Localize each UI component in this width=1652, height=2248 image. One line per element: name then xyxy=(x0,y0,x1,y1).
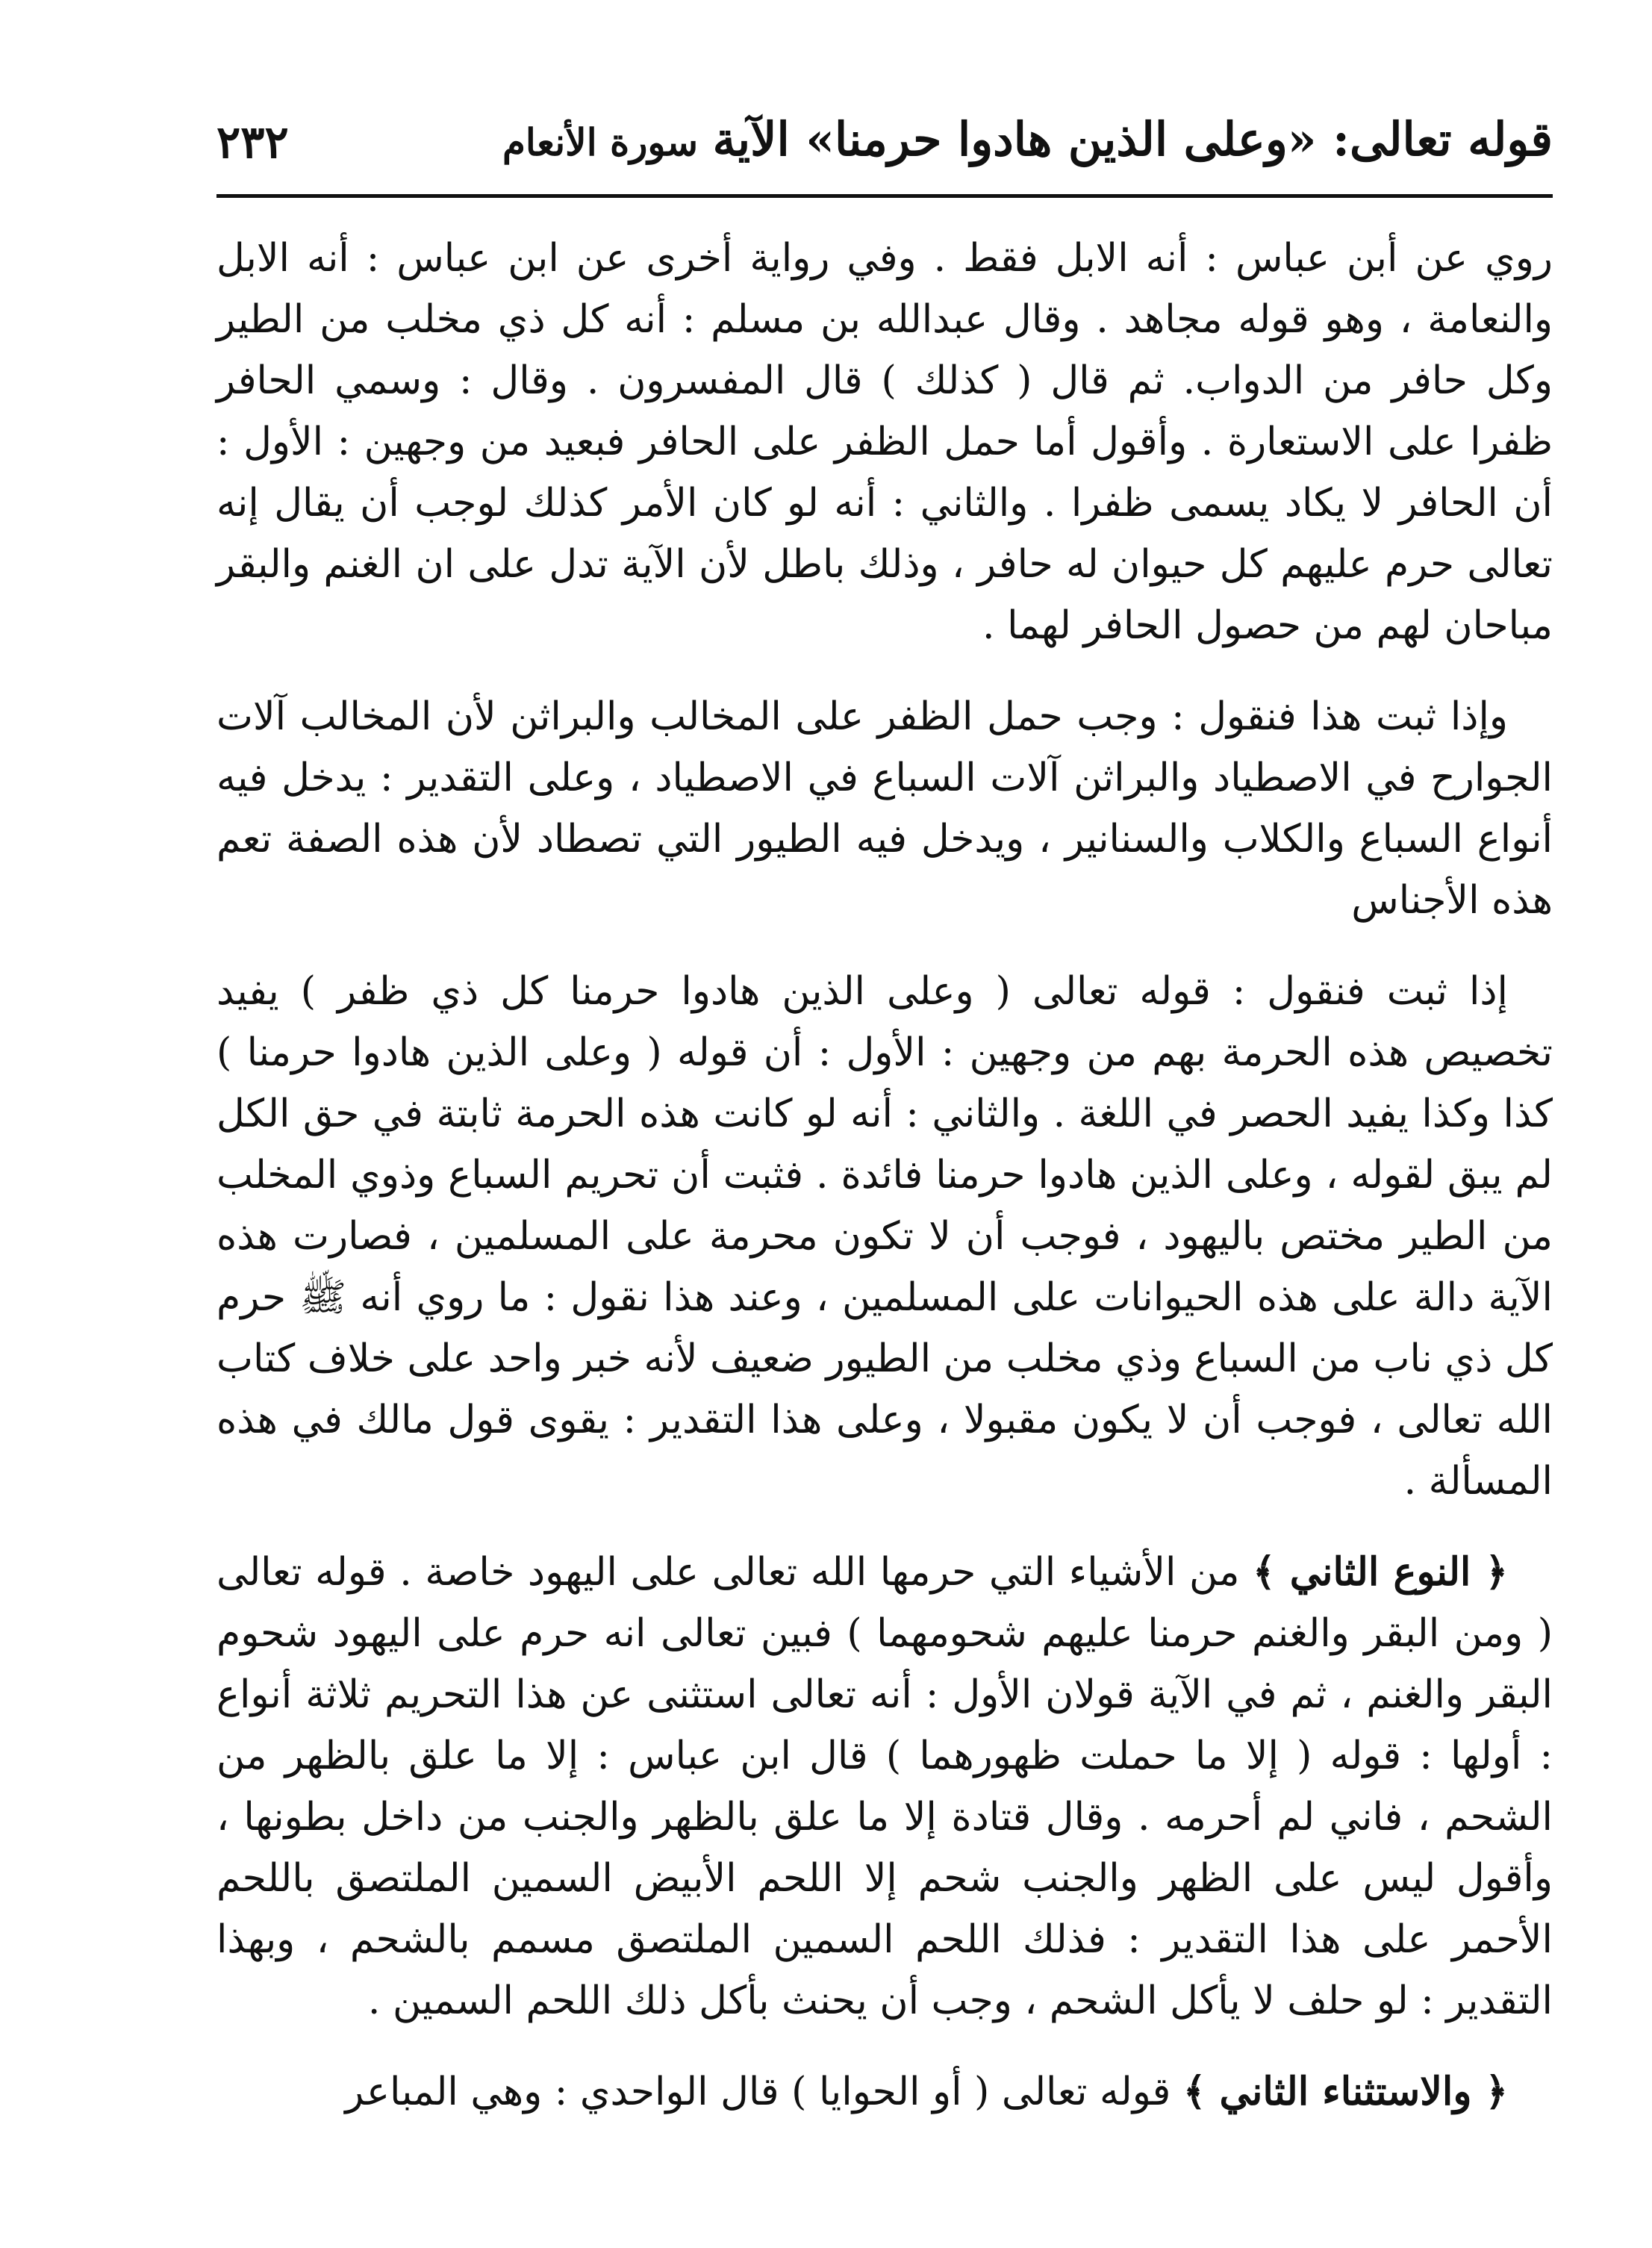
body-text xyxy=(216,228,1553,2123)
running-title-surah: سورة الأنعام xyxy=(502,120,699,164)
page-number: ٢٣٢ xyxy=(216,116,289,169)
paragraph xyxy=(216,961,1553,1512)
page-header xyxy=(216,112,1553,198)
running-title-main: قوله تعالى: «وعلى الذين هادوا حرمنا» الآية xyxy=(712,112,1553,166)
paragraph-text: إذا ثبت فنقول : قوله تعالى ( وعلى الذين هادوا حرمنا كل ذي ظفر ) يفيد تخصيص هذه الحرمة بهم من وجهين : الأول : أن قوله ( وعلى الذين هادوا حرمنا ) كذا وكذا يفيد الحصر في اللغة . والثاني : أنه لو كانت هذه الحرمة ثابتة في حق الكل لم يبق لقوله ، وعلى الذين هادوا حرمنا فائدة . فثبت أن تحريم السباع وذوي المخلب من الطير مختص باليهود ، فوجب أن لا تكون محرمة على المسلمين ، فصارت هذه الآية دالة على هذه الحيوانات على المسلمين ، وعند هذا نقول : ما روي أنه ﷺ حرم كل ذي ناب من السباع وذي مخلب من الطيور ضعيف لأنه خبر واحد على خلاف كتاب الله تعالى ، فوجب أن لا يكون مقبولا ، وعلى هذا التقدير : يقوى قول مالك في هذه المسألة . xyxy=(216,969,1553,1504)
paragraph-text: روي عن أبن عباس : أنه الابل فقط . وفي رواية أخرى عن ابن عباس : أنه الابل والنعامة ، وهو قوله مجاهد . وقال عبدالله بن مسلم : أنه كل ذي مخلب من الطير وكل حافر من الدواب. ثم قال ( كذلك ) قال المفسرون . وقال : وسمي الحافر ظفرا على الاستعارة . وأقول أما حمل الظفر على الحافر فبعيد من وجهين : الأول : أن الحافر لا يكاد يسمى ظفرا . والثاني : أنه لو كان الأمر كذلك لوجب أن يقال إنه تعالى حرم عليهم كل حيوان له حافر ، وذلك باطل لأن الآية تدل على ان الغنم والبقر مباحان لهم من حصول الحافر لهما . xyxy=(216,236,1553,648)
paragraph-text: قوله تعالى ( أو الحوايا ) قال الواحدي : وهي المباعر xyxy=(345,2070,1183,2114)
paragraph xyxy=(216,2061,1553,2123)
running-title xyxy=(502,112,1553,166)
paragraph xyxy=(216,1542,1553,2031)
paragraph-text: من الأشياء التي حرمها الله تعالى على اليهود خاصة . قوله تعالى ( ومن البقر والغنم حرمنا عليهم شحومهما ) فبين تعالى انه حرم على اليهود شحوم البقر والغنم ، ثم في الآية قولان الأول : أنه تعالى استثنى عن هذا التحريم ثلاثة أنواع : أولها : قوله ( إلا ما حملت ظهورهما ) قال ابن عباس : إلا ما علق بالظهر من الشحم ، فاني لم أحرمه . وقال قتادة إلا ما علق بالظهر والجنب من داخل بطونها ، وأقول ليس على الظهر والجنب شحم إلا اللحم الأبيض السمين الملتصق باللحم الأحمر على هذا التقدير : فذلك اللحم السمين الملتصق مسمم بالشحم ، وبهذا التقدير : لو حلف لا يأكل الشحم ، وجب أن يحنث بأكل ذلك اللحم السمين . xyxy=(216,1550,1553,2023)
paragraph-text: وإذا ثبت هذا فنقول : وجب حمل الظفر على المخالب والبراثن لأن المخالب آلات الجوارح في الاصطياد والبراثن آلات السباع في الاصطياد ، وعلى التقدير : يدخل فيه أنواع السباع والكلاب والسنانير ، ويدخل فيه الطيور التي تصطاد لأن هذه الصفة تعم هذه الأجناس xyxy=(216,694,1553,923)
paragraph xyxy=(216,228,1553,656)
section-heading: ﴿ النوع الثاني ﴾ xyxy=(1253,1549,1508,1595)
paragraph xyxy=(216,686,1553,931)
section-heading: ﴿ والاستثناء الثاني ﴾ xyxy=(1182,2069,1508,2114)
